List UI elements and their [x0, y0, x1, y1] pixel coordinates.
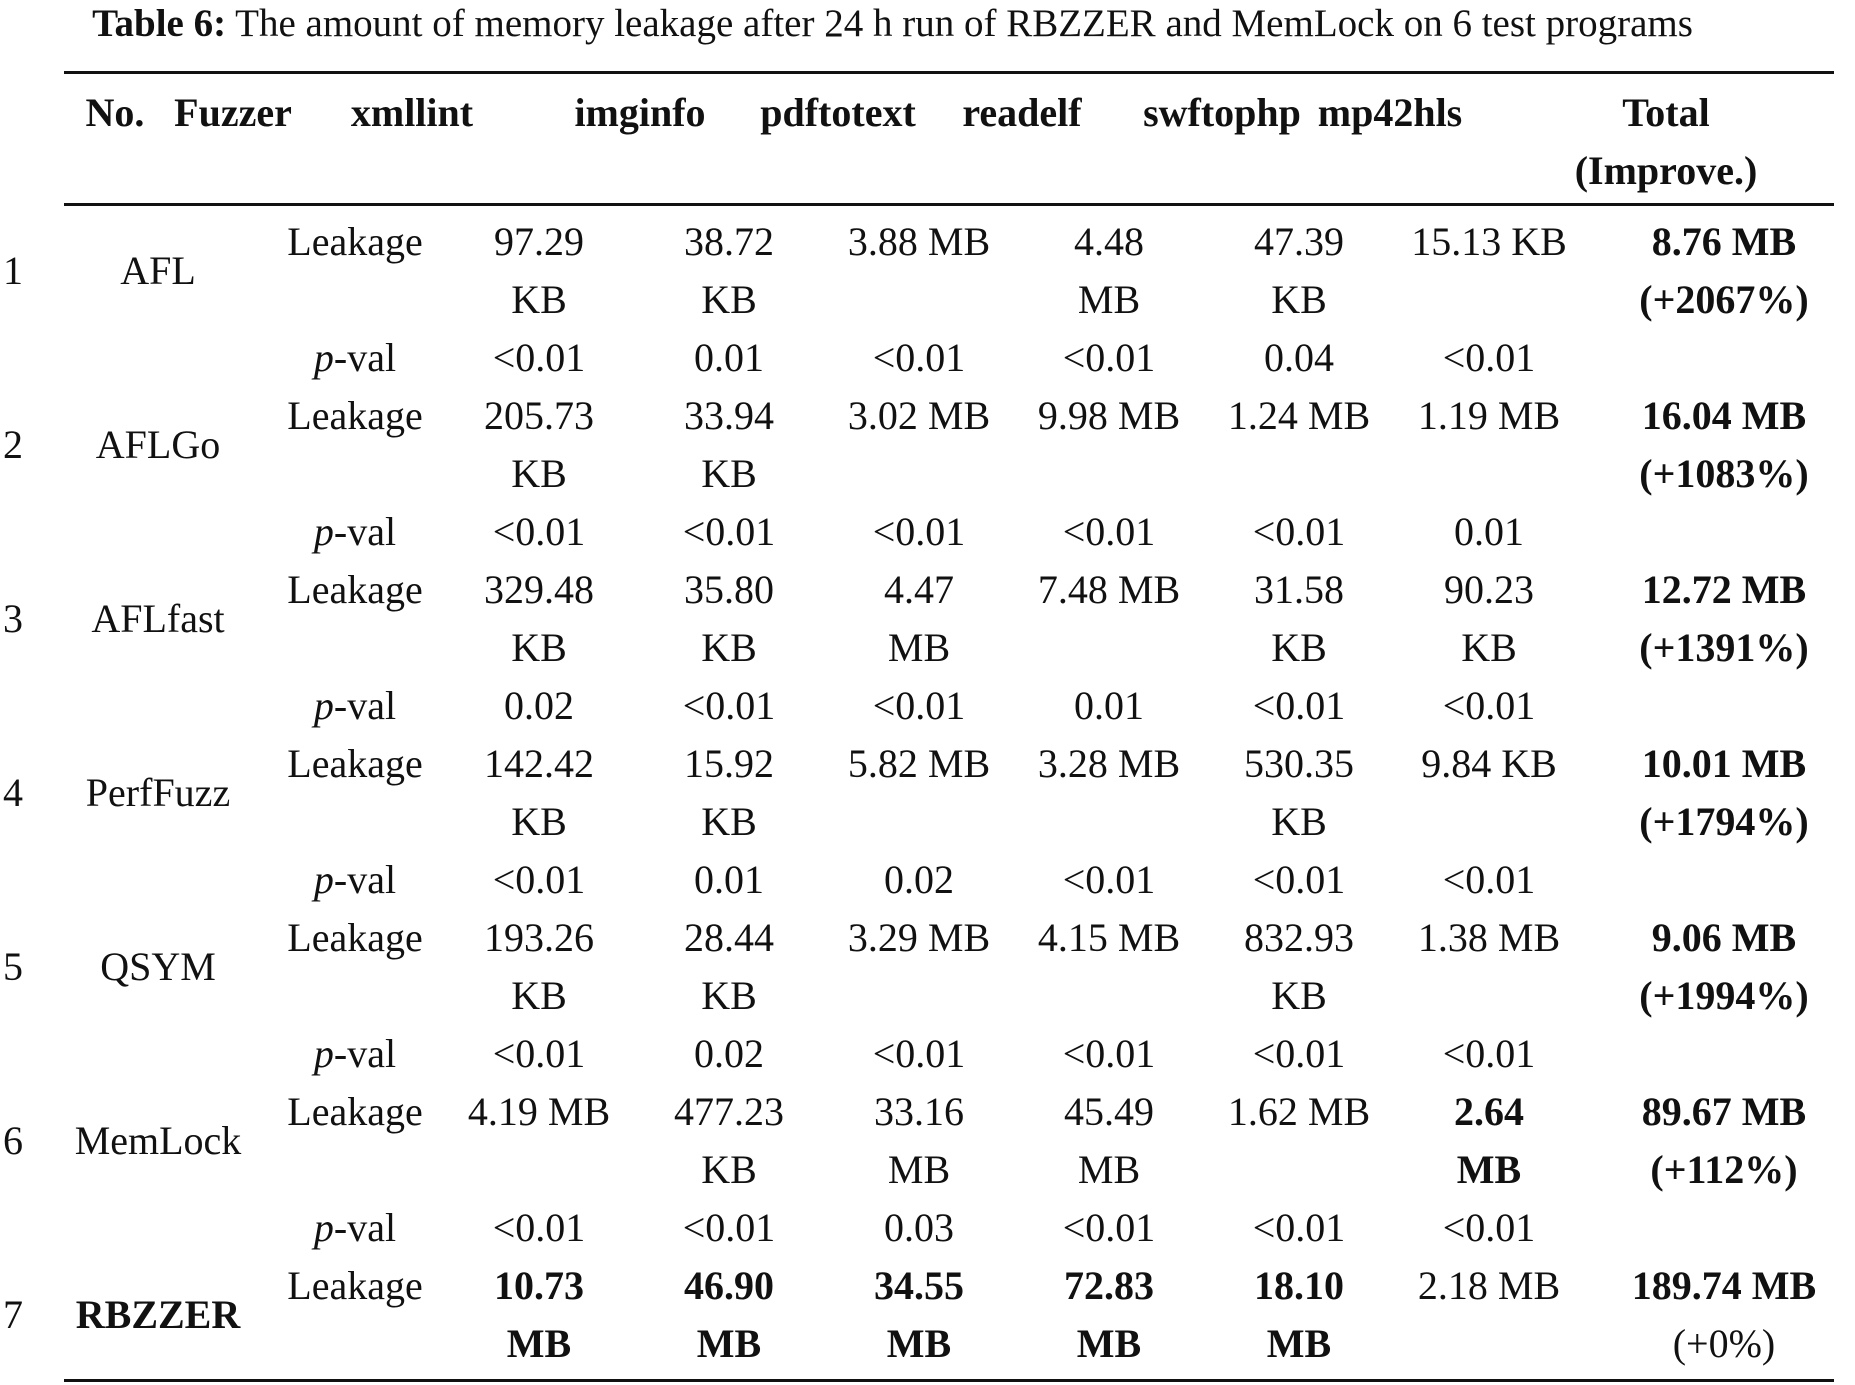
header-no: No.	[85, 90, 145, 135]
leakage-value: 38.72 KB	[684, 219, 774, 322]
pval-value: <0.01	[492, 509, 586, 554]
leakage-value: 5.82 MB	[847, 741, 991, 786]
row-number: 1	[3, 248, 23, 293]
pval-value: <0.01	[1252, 857, 1346, 902]
total-value: 189.74 MB (+0%)	[1631, 1263, 1817, 1366]
leakage-label: Leakage	[287, 567, 423, 612]
pval-value: <0.01	[682, 683, 776, 728]
leakage-value: 193.26 KB	[484, 915, 594, 1018]
pval-value: <0.01	[872, 1031, 966, 1076]
pval-value: 0.01	[694, 335, 764, 380]
bottom-rule	[64, 1379, 1834, 1382]
pval-value: <0.01	[682, 509, 776, 554]
total-value: 9.06 MB (+1994%)	[1639, 915, 1809, 1018]
caption-label: Table 6:	[92, 2, 227, 45]
total-value: 16.04 MB (+1083%)	[1639, 393, 1809, 496]
leakage-value: 142.42 KB	[484, 741, 594, 844]
pval-value: <0.01	[1442, 857, 1536, 902]
header-pdftotext: pdftotext	[760, 90, 916, 135]
leakage-value: 72.83 MB	[1064, 1263, 1154, 1366]
leakage-value: 1.19 MB	[1417, 393, 1561, 438]
fuzzer-name: PerfFuzz	[85, 770, 231, 815]
leakage-label: Leakage	[287, 915, 423, 960]
leakage-value: 10.73 MB	[494, 1263, 584, 1366]
leakage-label: Leakage	[287, 393, 423, 438]
leakage-value: 7.48 MB	[1037, 567, 1181, 612]
pval-value: 0.04	[1264, 335, 1334, 380]
pval-value: <0.01	[872, 335, 966, 380]
leakage-value: 35.80 KB	[684, 567, 774, 670]
total-value: 8.76 MB (+2067%)	[1639, 219, 1809, 322]
leakage-value: 3.28 MB	[1037, 741, 1181, 786]
pval-value: <0.01	[1252, 683, 1346, 728]
pval-value: <0.01	[1442, 335, 1536, 380]
pval-label: p-val	[313, 509, 397, 554]
header-total: Total	[1622, 90, 1710, 135]
header-mp42hls: mp42hls	[1317, 90, 1463, 135]
header-rule	[64, 203, 1834, 206]
leakage-value: 2.64 MB	[1454, 1089, 1524, 1192]
leakage-value: 97.29 KB	[494, 219, 584, 322]
leakage-value: 2.18 MB	[1417, 1263, 1561, 1308]
header-imginfo: imginfo	[574, 90, 706, 135]
pval-label: p-val	[313, 683, 397, 728]
pval-value: <0.01	[1442, 683, 1536, 728]
pval-value: <0.01	[682, 1205, 776, 1250]
table-caption	[0, 2, 1785, 46]
leakage-value: 3.88 MB	[847, 219, 991, 264]
leakage-label: Leakage	[287, 741, 423, 786]
leakage-value: 530.35 KB	[1244, 741, 1354, 844]
pval-value: <0.01	[1442, 1031, 1536, 1076]
leakage-value: 33.94 KB	[684, 393, 774, 496]
pval-label: p-val	[313, 1205, 397, 1250]
leakage-value: 31.58 KB	[1254, 567, 1344, 670]
leakage-value: 45.49 MB	[1064, 1089, 1154, 1192]
row-number: 5	[3, 944, 23, 989]
leakage-value: 9.98 MB	[1037, 393, 1181, 438]
row-number: 2	[3, 422, 23, 467]
pval-value: <0.01	[1062, 1031, 1156, 1076]
leakage-value: 15.13 KB	[1411, 219, 1567, 264]
leakage-value: 477.23 KB	[674, 1089, 784, 1192]
leakage-value: 4.19 MB	[467, 1089, 611, 1134]
leakage-value: 3.02 MB	[847, 393, 991, 438]
header-xmllint: xmllint	[350, 90, 474, 135]
leakage-value: 46.90 MB	[684, 1263, 774, 1366]
leakage-label: Leakage	[287, 1089, 423, 1134]
total-value: 89.67 MB (+112%)	[1641, 1089, 1807, 1192]
row-number: 6	[3, 1118, 23, 1163]
pval-value: <0.01	[872, 683, 966, 728]
leakage-value: 3.29 MB	[847, 915, 991, 960]
leakage-label: Leakage	[287, 219, 423, 264]
fuzzer-name: AFL	[120, 248, 196, 293]
total-value: 12.72 MB (+1391%)	[1639, 567, 1809, 670]
pval-value: <0.01	[1252, 509, 1346, 554]
caption-text: The amount of memory leakage after 24 h run of RBZZER and MemLock on 6 test programs	[235, 2, 1693, 45]
top-rule	[64, 71, 1834, 74]
leakage-value: 33.16 MB	[874, 1089, 964, 1192]
leakage-value: 1.62 MB	[1227, 1089, 1371, 1134]
fuzzer-name: AFLfast	[91, 596, 225, 641]
pval-value: <0.01	[872, 509, 966, 554]
pval-value: 0.01	[1454, 509, 1524, 554]
leakage-value: 90.23 KB	[1444, 567, 1534, 670]
leakage-value: 9.84 KB	[1421, 741, 1557, 786]
pval-value: <0.01	[1062, 1205, 1156, 1250]
fuzzer-name: AFLGo	[95, 422, 221, 467]
fuzzer-name: MemLock	[74, 1118, 242, 1163]
pval-value: <0.01	[492, 1205, 586, 1250]
leakage-value: 4.15 MB	[1037, 915, 1181, 960]
row-number: 3	[3, 596, 23, 641]
pval-label: p-val	[313, 1031, 397, 1076]
leakage-value: 28.44 KB	[684, 915, 774, 1018]
pval-value: <0.01	[492, 857, 586, 902]
leakage-value: 1.24 MB	[1227, 393, 1371, 438]
pval-value: <0.01	[1252, 1031, 1346, 1076]
pval-label: p-val	[313, 857, 397, 902]
fuzzer-name: RBZZER	[75, 1292, 241, 1337]
leakage-value: 34.55 MB	[874, 1263, 964, 1366]
fuzzer-name: QSYM	[100, 944, 216, 989]
pval-value: <0.01	[1062, 335, 1156, 380]
leakage-value: 4.47 MB	[884, 567, 954, 670]
pval-value: 0.03	[884, 1205, 954, 1250]
pval-value: <0.01	[1062, 857, 1156, 902]
leakage-value: 47.39 KB	[1254, 219, 1344, 322]
pval-value: 0.01	[1074, 683, 1144, 728]
pval-value: <0.01	[492, 335, 586, 380]
header-fuzzer: Fuzzer	[174, 90, 292, 135]
leakage-value: 832.93 KB	[1244, 915, 1354, 1018]
pval-value: <0.01	[1442, 1205, 1536, 1250]
header-improve: (Improve.)	[1574, 148, 1758, 193]
leakage-value: 329.48 KB	[484, 567, 594, 670]
pval-value: <0.01	[492, 1031, 586, 1076]
leakage-value: 1.38 MB	[1417, 915, 1561, 960]
pval-label: p-val	[313, 335, 397, 380]
row-number: 7	[3, 1292, 23, 1337]
pval-value: 0.02	[694, 1031, 764, 1076]
row-number: 4	[3, 770, 23, 815]
leakage-value: 4.48 MB	[1074, 219, 1144, 322]
leakage-value: 18.10 MB	[1254, 1263, 1344, 1366]
pval-value: 0.02	[884, 857, 954, 902]
pval-value: 0.02	[504, 683, 574, 728]
header-readelf: readelf	[962, 90, 1082, 135]
leakage-label: Leakage	[287, 1263, 423, 1308]
leakage-value: 205.73 KB	[484, 393, 594, 496]
pval-value: 0.01	[694, 857, 764, 902]
pval-value: <0.01	[1252, 1205, 1346, 1250]
pval-value: <0.01	[1062, 509, 1156, 554]
leakage-value: 15.92 KB	[684, 741, 774, 844]
total-value: 10.01 MB (+1794%)	[1639, 741, 1809, 844]
header-swftophp: swftophp	[1143, 90, 1301, 135]
